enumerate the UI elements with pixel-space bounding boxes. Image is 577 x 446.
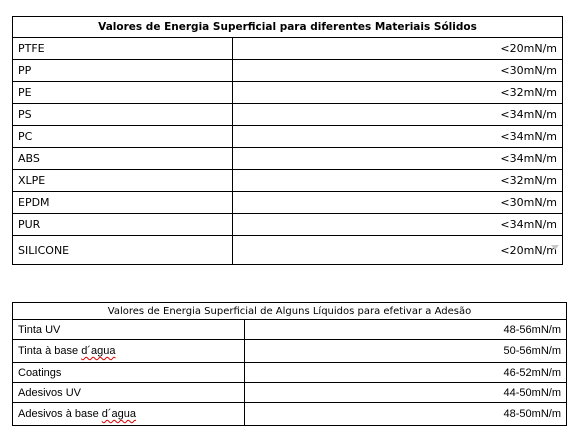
value-cell[interactable]: <34mN/m: [233, 104, 563, 126]
liquid-cell[interactable]: [13, 340, 245, 363]
material-cell[interactable]: PTFE: [13, 38, 233, 60]
table-title: Valores de Energia Superficial de Alguns Líquidos para efetivar a Adesão: [13, 303, 567, 320]
table-row: [13, 192, 563, 214]
table-row: [13, 383, 567, 403]
material-cell[interactable]: PS: [13, 104, 233, 126]
table-row: [13, 170, 563, 192]
value-cell[interactable]: <32mN/m: [233, 170, 563, 192]
liquid-cell[interactable]: Coatings: [13, 363, 245, 383]
solid-materials-table: [12, 16, 563, 265]
table-row: [13, 403, 567, 426]
scroll-down-arrow-icon[interactable]: [551, 245, 559, 250]
table-title: Valores de Energia Superficial para diferentes Materiais Sólidos: [13, 17, 563, 38]
misspelled-word: d´agua: [101, 408, 137, 420]
material-cell[interactable]: ABS: [13, 148, 233, 170]
table-row: [13, 320, 567, 340]
table-row: [13, 363, 567, 383]
table-row: [13, 236, 563, 265]
material-cell[interactable]: PC: [13, 126, 233, 148]
liquid-cell[interactable]: Adesivos UV: [13, 383, 245, 403]
value-cell[interactable]: 48-56mN/m: [245, 320, 567, 340]
table-row: [13, 340, 567, 363]
material-cell[interactable]: XLPE: [13, 170, 233, 192]
value-cell[interactable]: 44-50mN/m: [245, 383, 567, 403]
material-cell[interactable]: SILICONE: [13, 236, 233, 265]
value-cell[interactable]: 48-50mN/m: [245, 403, 567, 426]
table-row: [13, 60, 563, 82]
liquids-table: [12, 302, 567, 426]
table-row: [13, 148, 563, 170]
value-cell[interactable]: <20mN/m: [233, 236, 563, 265]
material-cell[interactable]: PP: [13, 60, 233, 82]
liquid-label: Tinta à base: [18, 345, 82, 357]
material-cell[interactable]: PE: [13, 82, 233, 104]
value-cell[interactable]: <32mN/m: [233, 82, 563, 104]
value-cell[interactable]: <30mN/m: [233, 60, 563, 82]
value-cell[interactable]: <34mN/m: [233, 126, 563, 148]
value-cell[interactable]: 50-56mN/m: [245, 340, 567, 363]
table-row: [13, 104, 563, 126]
value-cell[interactable]: <20mN/m: [233, 38, 563, 60]
value-cell[interactable]: <34mN/m: [233, 214, 563, 236]
table-header-row: [13, 303, 567, 320]
material-cell[interactable]: EPDM: [13, 192, 233, 214]
table-row: [13, 126, 563, 148]
liquid-cell[interactable]: Tinta UV: [13, 320, 245, 340]
liquid-label: Adesivos à base: [18, 408, 102, 420]
material-cell[interactable]: PUR: [13, 214, 233, 236]
table-row: [13, 38, 563, 60]
value-cell[interactable]: <30mN/m: [233, 192, 563, 214]
table-header-row: [13, 17, 563, 38]
liquid-cell[interactable]: [13, 403, 245, 426]
misspelled-word: d´agua: [81, 345, 116, 357]
value-cell[interactable]: <34mN/m: [233, 148, 563, 170]
value-cell[interactable]: 46-52mN/m: [245, 363, 567, 383]
table-row: [13, 82, 563, 104]
table-row: [13, 214, 563, 236]
